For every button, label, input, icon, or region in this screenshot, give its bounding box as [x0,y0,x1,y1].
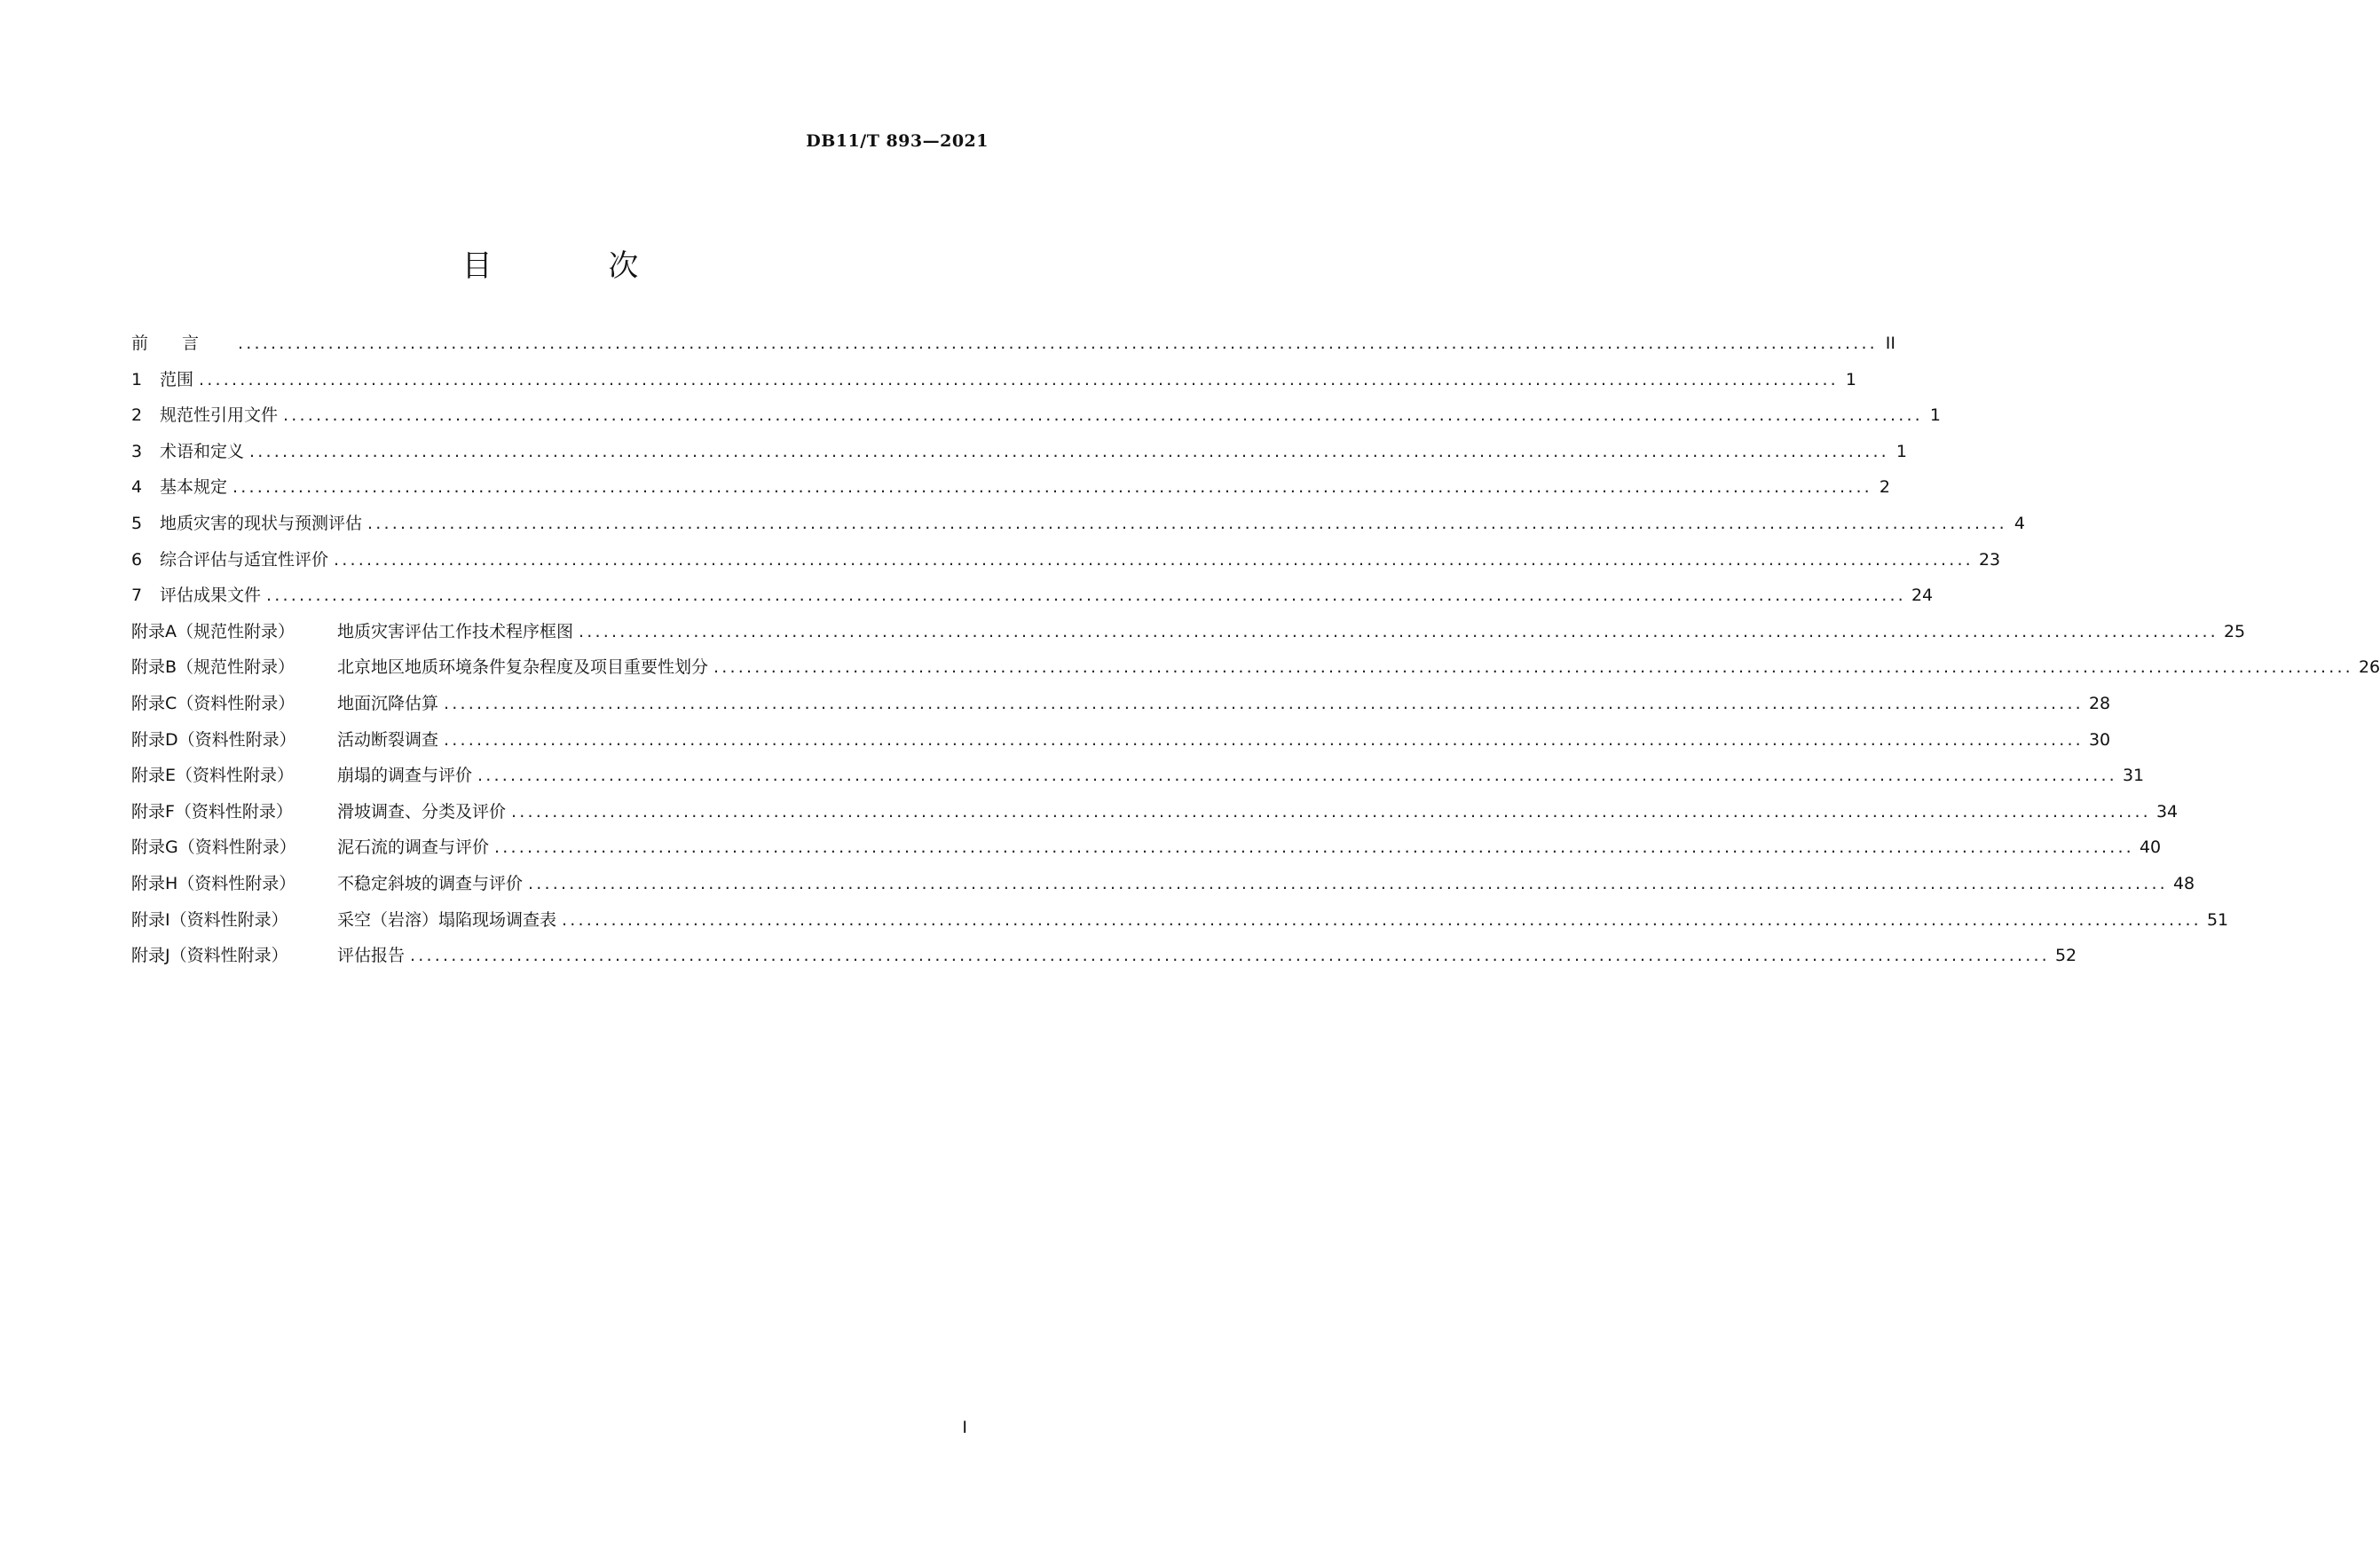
page-number: I [962,1418,967,1437]
appendix-prefix: 附录H（资料性附录） [131,873,296,893]
dot-leader: ........................................................................................................................................................................................................ [238,334,1878,353]
toc-entry-preface[interactable] [131,330,1895,366]
appendix-label: 滑坡调查、分类及评价 [337,801,507,822]
appendix-prefix: 附录B（规范性附录） [131,657,296,678]
dot-leader: ........................................................................................................................................................................................................ [232,477,1872,498]
toc-entry-number: 2 [131,405,143,426]
appendix-prefix: 附录A（规范性附录） [131,621,295,641]
appendix-page: 26 [2358,657,2380,678]
toc-entry-number: 6 [131,549,143,570]
toc-entry-label: 范围 [160,369,194,389]
appendix-label: 地质灾害评估工作技术程序框图 [337,621,574,641]
toc-entry-number: 3 [131,441,143,461]
appendix-prefix: 附录C（资料性附录） [131,693,296,713]
toc-appendix-entry[interactable] [131,727,2111,763]
dot-leader: ........................................................................................................................................................................................................ [334,549,1974,570]
toc-appendix-entry[interactable] [131,654,2380,690]
toc-entry-label: 评估成果文件 [160,586,262,606]
toc-appendix-entry[interactable] [131,762,2145,798]
dot-leader: ........................................................................................................................................................................................................ [528,873,2168,893]
dot-leader: ........................................................................................................................................................................................................ [283,405,1923,426]
toc-appendix-entry[interactable] [131,798,2179,835]
toc-entry[interactable] [131,510,2025,547]
toc-entry-label: 规范性引用文件 [160,405,279,426]
appendix-label: 地面沉降估算 [337,693,439,713]
toc-entry-number: 5 [131,513,143,533]
appendix-page: 48 [2172,873,2195,893]
dot-leader: ........................................................................................................................................................................................................ [562,909,2202,930]
toc-entry-label: 前言 [131,334,233,353]
toc-entry-number: 4 [131,477,143,498]
dot-leader: ........................................................................................................................................................................................................ [477,766,2117,786]
appendix-page: 31 [2122,766,2145,786]
page-title: 目 次 [461,248,692,284]
appendix-page: 30 [2088,729,2111,750]
appendix-label: 崩塌的调查与评价 [337,766,473,786]
appendix-label: 采空（岩溶）塌陷现场调查表 [337,909,557,930]
dot-leader: ........................................................................................................................................................................................................ [199,369,1839,389]
dot-leader: ........................................................................................................................................................................................................ [444,729,2084,750]
toc-entry-page: 1 [1895,441,1907,461]
appendix-prefix: 附录I（资料性附录） [131,909,288,930]
toc-entry-page: II [1885,334,1895,353]
table-of-contents [131,330,2380,979]
appendix-label: 活动断裂调查 [337,729,439,750]
toc-entry[interactable] [131,474,1890,510]
toc-appendix-entry[interactable] [131,690,2111,727]
dot-leader: ........................................................................................................................................................................................................ [367,513,2007,533]
toc-appendix-entry[interactable] [131,942,2077,979]
appendix-prefix: 附录E（资料性附录） [131,766,295,786]
dot-leader: ........................................................................................................................................................................................................ [249,441,1889,461]
toc-entry[interactable] [131,582,1934,618]
toc-entry-page: 1 [1929,405,1941,426]
appendix-page: 25 [2223,621,2246,641]
toc-entry-label: 综合评估与适宜性评价 [160,549,329,570]
toc-entry-page: 4 [2014,513,2025,533]
toc-entry-page: 23 [1978,549,2001,570]
appendix-page: 34 [2155,801,2179,822]
appendix-label: 北京地区地质环境条件复杂程度及项目重要性划分 [337,657,709,678]
toc-appendix-entry[interactable] [131,870,2195,907]
toc-entry[interactable] [131,547,2001,583]
dot-leader: ........................................................................................................................................................................................................ [444,693,2084,713]
toc-entry-label: 基本规定 [160,477,228,498]
appendix-prefix: 附录F（资料性附录） [131,801,293,822]
appendix-label: 评估报告 [337,946,406,966]
toc-entry-page: 1 [1845,369,1856,389]
toc-entry[interactable] [131,438,1907,475]
toc-entry-number: 1 [131,369,143,389]
appendix-page: 51 [2206,909,2229,930]
toc-entry-number: 7 [131,586,143,606]
appendix-page: 40 [2139,837,2162,858]
toc-entry-page: 24 [1911,586,1934,606]
dot-leader: ........................................................................................................................................................................................................ [494,837,2134,858]
dot-leader: ........................................................................................................................................................................................................ [511,801,2151,822]
toc-appendix-entry[interactable] [131,907,2229,943]
toc-entry-label: 术语和定义 [160,441,245,461]
dot-leader: ........................................................................................................................................................................................................ [266,586,1906,606]
dot-leader: ........................................................................................................................................................................................................ [410,946,2050,966]
toc-appendix-entry[interactable] [131,834,2162,870]
toc-entry[interactable] [131,402,1941,438]
toc-appendix-entry[interactable] [131,618,2246,655]
toc-entry-label: 地质灾害的现状与预测评估 [160,513,363,533]
appendix-label: 不稳定斜坡的调查与评价 [337,873,524,893]
appendix-page: 52 [2054,946,2077,966]
appendix-prefix: 附录G（资料性附录） [131,837,296,858]
appendix-prefix: 附录D（资料性附录） [131,729,296,750]
appendix-page: 28 [2088,693,2111,713]
document-code: DB11/T 893—2021 [806,131,989,151]
toc-entry-page: 2 [1879,477,1890,498]
toc-entry[interactable] [131,366,1856,403]
appendix-prefix: 附录J（资料性附录） [131,946,288,966]
appendix-label: 泥石流的调查与评价 [337,837,490,858]
dot-leader: ........................................................................................................................................................................................................ [579,621,2218,641]
dot-leader: ........................................................................................................................................................................................................ [713,657,2353,678]
